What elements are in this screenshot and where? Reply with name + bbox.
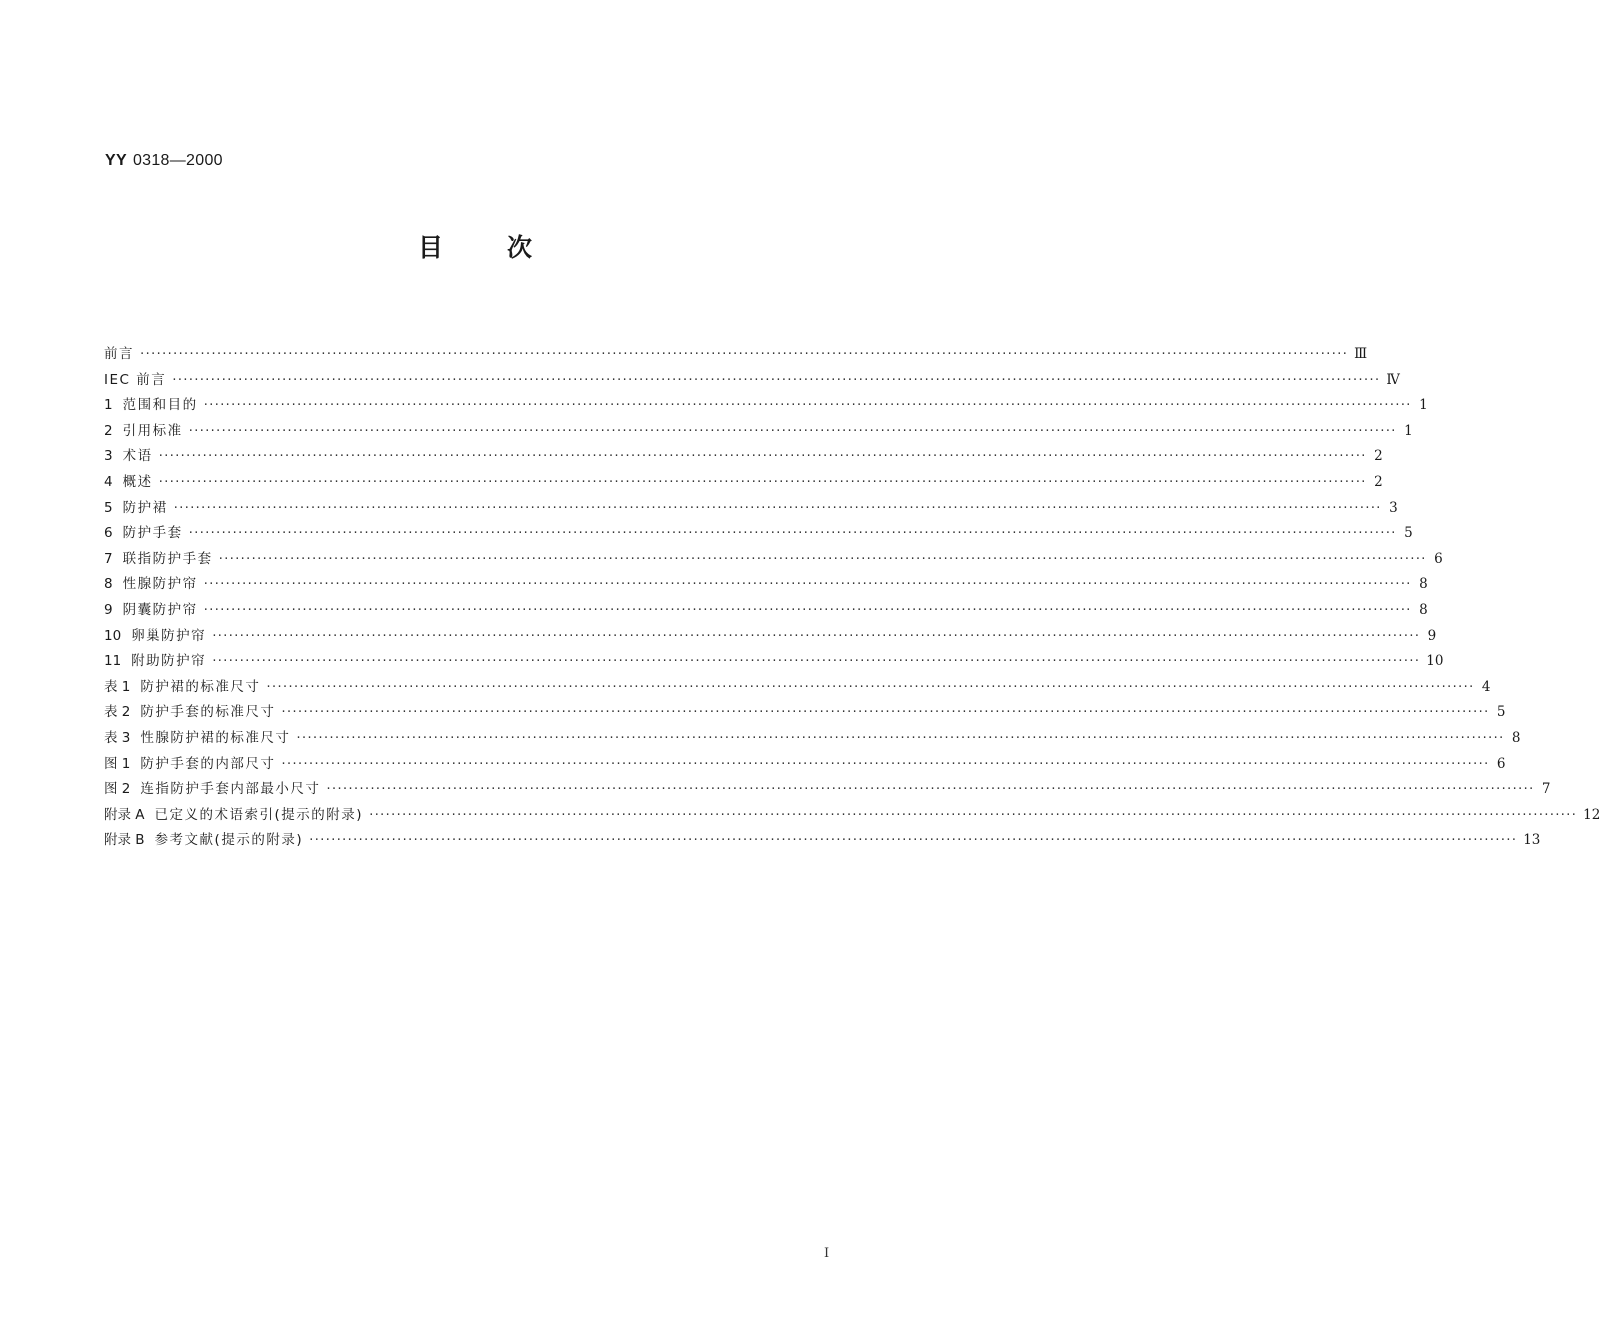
toc-leader-dots: ····························································································································································································································	[326, 781, 1535, 798]
toc-entry-page: 1	[1419, 397, 1428, 414]
toc-leader-dots: ····························································································································································································································	[203, 397, 1412, 414]
toc-entry-page: Ⅲ	[1354, 346, 1368, 362]
toc-entry[interactable]	[104, 726, 1521, 752]
standard-code	[105, 152, 223, 170]
toc-leader-dots: ····························································································································································································································	[188, 422, 1397, 439]
toc-entry[interactable]	[104, 649, 1444, 675]
toc-entry-label: 引用标准	[122, 422, 183, 439]
toc-entry-label: 阴囊防护帘	[122, 601, 198, 618]
toc-leader-dots: ····························································································································································································································	[158, 448, 1367, 465]
toc-entry[interactable]	[104, 598, 1428, 624]
toc-entry[interactable]	[104, 675, 1491, 701]
toc-entry-number: 表 1	[104, 678, 131, 695]
toc-leader-dots: ····························································································································································································································	[140, 346, 1349, 362]
toc-entry[interactable]	[104, 624, 1437, 650]
toc-leader-dots: ····························································································································································································································	[172, 371, 1381, 388]
toc-entry-number: 图 2	[104, 781, 131, 798]
toc-entry-number: 8	[104, 576, 113, 593]
toc-entry-page: 1	[1404, 422, 1413, 439]
toc-entry-page: 12	[1583, 806, 1600, 823]
toc-entry-label: 联指防护手套	[122, 550, 213, 567]
toc-entry-page: 10	[1426, 653, 1444, 670]
toc-entry-number: 3	[104, 448, 113, 465]
toc-entry-label: 附助防护帘	[131, 653, 207, 670]
toc-leader-dots: ····························································································································································································································	[203, 601, 1412, 618]
toc-leader-dots: ····························································································································································································································	[212, 653, 1421, 670]
toc-entry-page: 7	[1541, 781, 1551, 798]
toc-entry-label: 概述	[122, 473, 153, 490]
toc-entry-page: 13	[1523, 832, 1541, 849]
toc-entry[interactable]	[104, 368, 1400, 394]
table-of-contents	[104, 342, 1600, 854]
toc-entry-number: 9	[104, 601, 113, 618]
toc-entry-label: 性腺防护帘	[122, 576, 198, 593]
toc-entry-label: 前言	[104, 346, 134, 362]
toc-entry-label: 性腺防护裙的标准尺寸	[140, 729, 291, 746]
toc-entry-number: 表 2	[104, 704, 131, 721]
toc-entry[interactable]	[104, 419, 1413, 445]
toc-entry-page: Ⅳ	[1386, 371, 1400, 388]
page-title: 目次	[417, 233, 596, 262]
toc-entry-label: IEC 前言	[104, 371, 167, 388]
toc-leader-dots: ····························································································································································································································	[158, 473, 1367, 490]
toc-leader-dots: ····························································································································································································································	[296, 729, 1505, 746]
toc-entry-number: 5	[104, 499, 113, 516]
toc-leader-dots: ····························································································································································································································	[369, 806, 1578, 823]
toc-entry-page: 5	[1496, 704, 1506, 721]
toc-entry-number: 4	[104, 473, 113, 490]
toc-entry-number: 7	[104, 550, 113, 567]
toc-entry-page: 8	[1419, 576, 1428, 593]
toc-entry-label: 已定义的术语索引(提示的附录)	[154, 806, 364, 823]
toc-entry[interactable]	[104, 700, 1506, 726]
toc-entry-page: 6	[1496, 755, 1506, 772]
toc-entry-label: 术语	[122, 448, 153, 465]
toc-entry[interactable]	[104, 444, 1383, 470]
standard-number: 0318—2000	[132, 152, 223, 169]
toc-entry-page: 9	[1427, 627, 1437, 644]
toc-entry[interactable]	[104, 470, 1383, 496]
toc-leader-dots: ····························································································································································································································	[188, 525, 1397, 542]
toc-entry-label: 防护手套的内部尺寸	[140, 755, 276, 772]
toc-entry[interactable]	[104, 342, 1368, 368]
toc-entry-number: 6	[104, 525, 113, 542]
toc-entry-label: 范围和目的	[122, 397, 198, 414]
toc-leader-dots: ····························································································································································································································	[309, 832, 1518, 849]
toc-entry-number: 图 1	[104, 755, 131, 772]
toc-entry-page: 4	[1481, 678, 1491, 695]
toc-entry[interactable]	[104, 393, 1428, 419]
toc-leader-dots: ····························································································································································································································	[281, 755, 1490, 772]
toc-entry-number: 附录 B	[104, 832, 145, 849]
toc-entry-page: 2	[1374, 448, 1383, 465]
toc-entry-label: 防护手套的标准尺寸	[140, 704, 276, 721]
toc-leader-dots: ····························································································································································································································	[266, 678, 1475, 695]
toc-leader-dots: ····························································································································································································································	[281, 704, 1490, 721]
toc-entry-number: 1	[104, 397, 113, 414]
toc-entry-page: 8	[1511, 729, 1521, 746]
toc-entry-label: 卵巢防护帘	[131, 627, 207, 644]
toc-entry[interactable]	[104, 752, 1506, 778]
toc-entry[interactable]	[104, 521, 1413, 547]
toc-entry-label: 防护手套	[122, 525, 183, 542]
toc-entry-label: 防护裙	[122, 499, 168, 516]
toc-entry[interactable]	[104, 496, 1398, 522]
toc-entry-page: 6	[1434, 550, 1443, 567]
toc-entry-label: 参考文献(提示的附录)	[154, 832, 304, 849]
standard-prefix: YY	[105, 152, 127, 169]
toc-entry[interactable]	[104, 828, 1541, 854]
toc-entry-number: 10	[104, 627, 122, 644]
toc-entry-label: 防护裙的标准尺寸	[140, 678, 261, 695]
toc-leader-dots: ····························································································································································································································	[218, 550, 1427, 567]
toc-entry-page: 3	[1389, 499, 1398, 516]
toc-entry-label: 连指防护手套内部最小尺寸	[140, 781, 321, 798]
toc-entry[interactable]	[104, 803, 1600, 829]
toc-entry-page: 5	[1404, 525, 1413, 542]
toc-entry-number: 11	[104, 653, 122, 670]
toc-leader-dots: ····························································································································································································································	[173, 499, 1382, 516]
toc-leader-dots: ····························································································································································································································	[212, 627, 1421, 644]
toc-entry-number: 2	[104, 422, 113, 439]
toc-entry[interactable]	[104, 547, 1443, 573]
toc-entry[interactable]	[104, 777, 1551, 803]
toc-entry-number: 表 3	[104, 729, 131, 746]
page-number: I	[824, 1246, 830, 1261]
toc-entry-number: 附录 A	[104, 806, 145, 823]
toc-entry-page: 2	[1374, 473, 1383, 490]
toc-entry-page: 8	[1419, 601, 1428, 618]
toc-entry[interactable]	[104, 572, 1428, 598]
toc-leader-dots: ····························································································································································································································	[203, 576, 1412, 593]
